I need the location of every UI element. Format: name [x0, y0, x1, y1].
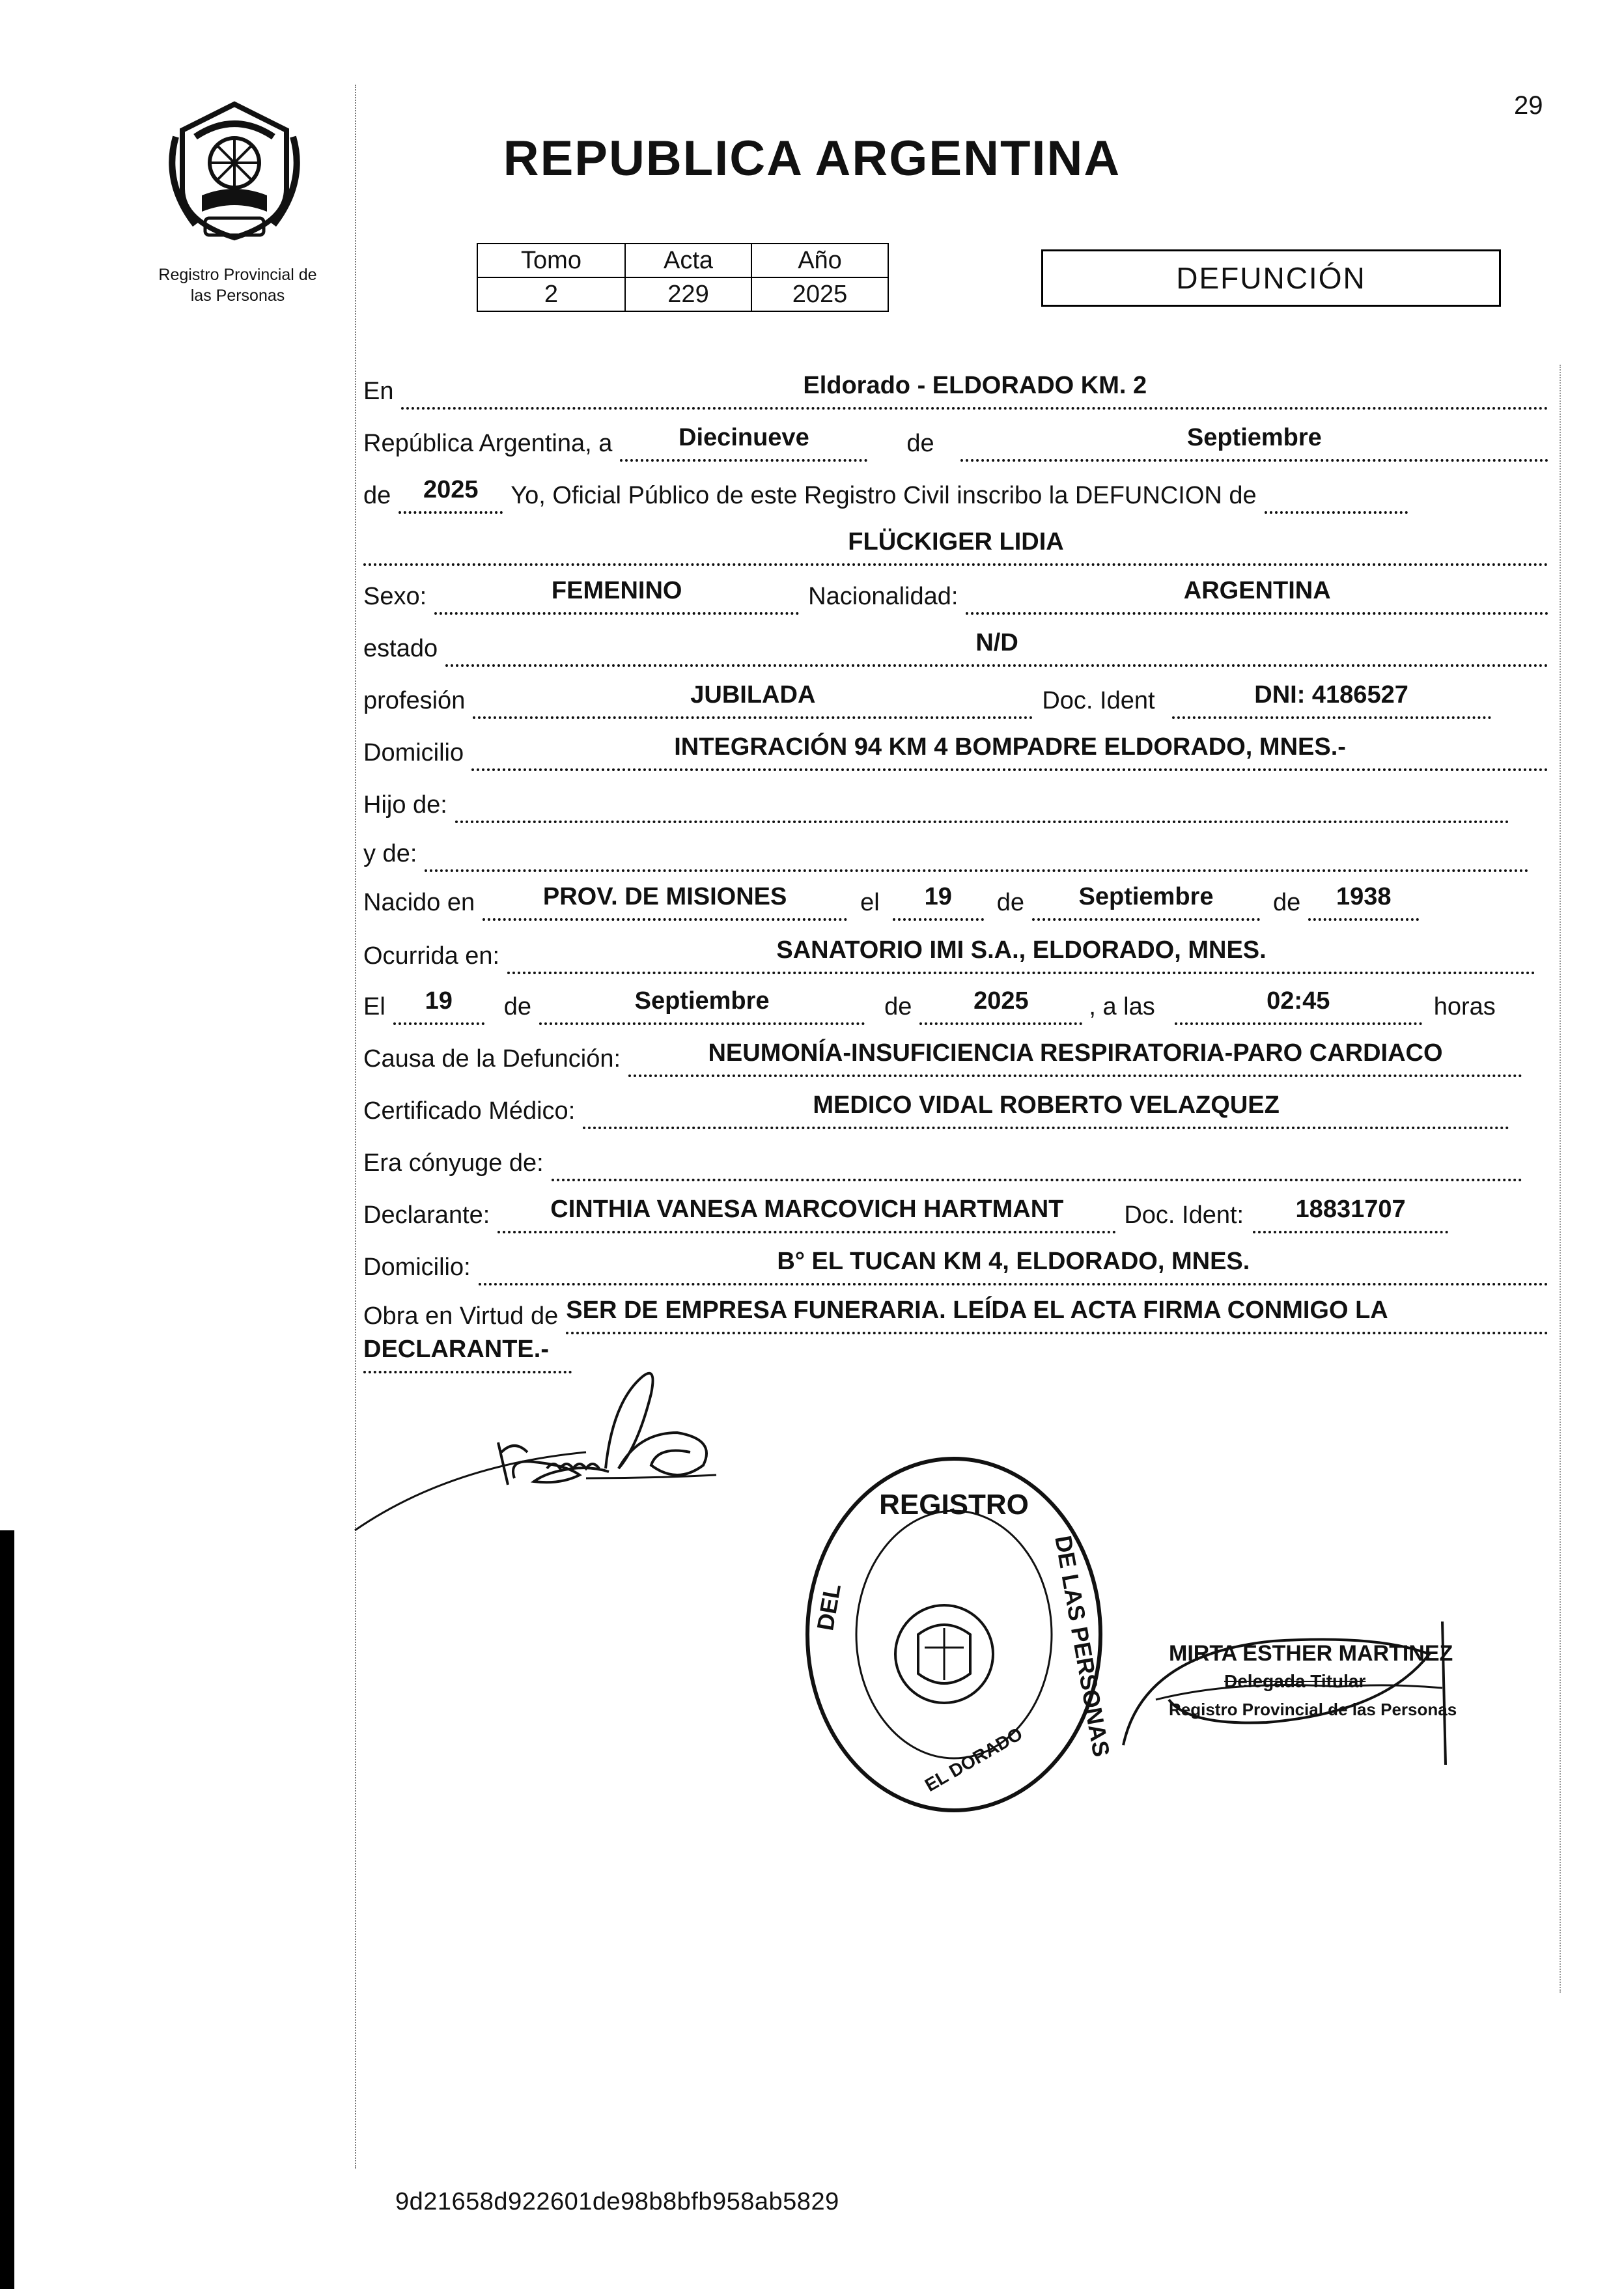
anio-field: 2025: [399, 476, 503, 514]
en-field: Eldorado - ELDORADO KM. 2: [401, 372, 1548, 410]
nac-anio-field: 1938: [1308, 883, 1419, 921]
en-label: En: [363, 378, 394, 405]
acta-table: [477, 243, 889, 312]
row-estado: [363, 625, 1548, 667]
row-fecha-defuncion: [363, 983, 1548, 1025]
row-certificado: [363, 1088, 1548, 1129]
registro-caption: [137, 264, 339, 306]
document-type-box: DEFUNCIÓN: [1041, 249, 1501, 307]
row-obra: [363, 1293, 1548, 1334]
nac-mes-field: Septiembre: [1032, 883, 1260, 921]
def-hora-field: 02:45: [1175, 987, 1422, 1025]
alas-label: , a las: [1089, 993, 1155, 1020]
domicilio-field: INTEGRACIÓN 94 KM 4 BOMPADRE ELDORADO, MNES.-: [471, 733, 1548, 771]
nombre-field: FLÜCKIGER LIDIA: [363, 528, 1548, 566]
registro-seal: [801, 1452, 1115, 1817]
acta-value-row: [477, 277, 888, 311]
yo-tail-field: [1265, 476, 1408, 514]
conyuge-label: Era cónyuge de:: [363, 1149, 544, 1177]
row-nacido: [363, 879, 1548, 921]
nac-de2-label: de: [1272, 889, 1301, 916]
signer-name: MIRTA ESTHER MARTINEZ: [1169, 1641, 1453, 1666]
row-hijo: [363, 781, 1548, 823]
profesion-field: JUBILADA: [473, 681, 1033, 719]
acta-header-row: [477, 244, 888, 277]
row-fecha: [363, 420, 1548, 462]
row-nombre: [363, 524, 1548, 566]
de-label: de: [906, 430, 934, 457]
row-yde: [363, 830, 1548, 872]
nac-dia-field: 19: [893, 883, 984, 921]
nacionalidad-field: ARGENTINA: [966, 577, 1548, 615]
right-margin-rule: [1560, 365, 1561, 1993]
causa-field: NEUMONÍA-INSUFICIENCIA RESPIRATORIA-PARO CARDIACO: [628, 1039, 1522, 1077]
registro-caption-line1: Registro Provincial de: [158, 266, 317, 284]
def-de2-label: de: [884, 993, 912, 1020]
republica-label: República Argentina, a: [363, 430, 613, 457]
row-sexo: [363, 573, 1548, 615]
row-ocurrida: [363, 933, 1548, 974]
acta-value-anio: 2025: [751, 277, 888, 311]
row-en: [363, 368, 1548, 410]
hijo-field: [455, 785, 1509, 823]
acta-header-anio: Año: [751, 244, 888, 277]
de2-label: de: [363, 482, 391, 509]
seal-text-right: DE LAS PERSONAS: [1050, 1533, 1115, 1759]
row-causa: [363, 1035, 1548, 1077]
def-dia-field: 19: [393, 987, 484, 1025]
row-yo: [363, 472, 1548, 514]
page-title: REPUBLICA ARGENTINA: [503, 131, 1121, 186]
scan-edge-bar: [0, 1530, 14, 2289]
seal-text-bottom: EL DORADO: [921, 1723, 1026, 1796]
ocurrida-field: SANATORIO IMI S.A., ELDORADO, MNES.: [507, 936, 1535, 974]
hijo-label: Hijo de:: [363, 791, 447, 819]
left-margin-rule: [355, 85, 356, 2169]
signer-org: Registro Provincial de las Personas: [1169, 1700, 1457, 1719]
el-label: el: [860, 889, 880, 916]
seal-text-left: DEL: [811, 1581, 847, 1633]
estado-field: N/D: [445, 629, 1548, 667]
sexo-label: Sexo:: [363, 583, 427, 610]
decl-doc-label: Doc. Ident:: [1124, 1201, 1244, 1229]
certificado-label: Certificado Médico:: [363, 1097, 576, 1125]
el2-label: El: [363, 993, 385, 1020]
seal-text-top: REGISTRO: [879, 1489, 1029, 1521]
declarante-signature: [352, 1355, 755, 1537]
decl-dom-field: B° EL TUCAN KM 4, ELDORADO, MNES.: [479, 1248, 1548, 1285]
conyuge-field: [552, 1144, 1522, 1181]
horas-label: horas: [1433, 993, 1496, 1020]
page-number: 29: [1514, 91, 1543, 120]
domicilio-label: Domicilio: [363, 739, 464, 766]
row-profesion: [363, 677, 1548, 719]
ocurrida-label: Ocurrida en:: [363, 942, 500, 970]
document-hash: 9d21658d922601de98b8bfb958ab5829: [395, 2188, 839, 2215]
def-mes-field: Septiembre: [539, 987, 865, 1025]
certificado-field: MEDICO VIDAL ROBERTO VELAZQUEZ: [583, 1091, 1509, 1129]
acta-header-acta: Acta: [625, 244, 751, 277]
obra-field-line1: SER DE EMPRESA FUNERARIA. LEÍDA EL ACTA FIRMA CONMIGO LA: [566, 1297, 1548, 1334]
obra-label: Obra en Virtud de: [363, 1302, 559, 1330]
yde-field: [425, 834, 1529, 872]
signer-signature: [1104, 1615, 1468, 1778]
nacionalidad-label: Nacionalidad:: [808, 583, 959, 610]
nacido-label: Nacido en: [363, 889, 475, 916]
row-conyuge: [363, 1140, 1548, 1181]
doc-ident-label: Doc. Ident: [1042, 687, 1155, 714]
yde-label: y de:: [363, 840, 417, 867]
declarante-label: Declarante:: [363, 1201, 490, 1229]
registro-caption-line2: las Personas: [190, 287, 285, 305]
doc-ident-field: DNI: 4186527: [1172, 681, 1491, 719]
nacido-field: PROV. DE MISIONES: [483, 883, 847, 921]
acta-value-acta: 229: [625, 277, 751, 311]
row-decl-domicilio: [363, 1244, 1548, 1285]
profesion-label: profesión: [363, 687, 466, 714]
acta-header-tomo: Tomo: [477, 244, 625, 277]
obra-field-line2: DECLARANTE.-: [363, 1336, 572, 1373]
row-declarante: [363, 1192, 1548, 1233]
signer-role: Delegada Titular: [1224, 1671, 1366, 1691]
sexo-field: FEMENINO: [434, 577, 799, 615]
dia-field: Diecinueve: [620, 424, 867, 462]
declarante-field: CINTHIA VANESA MARCOVICH HARTMANT: [497, 1196, 1116, 1233]
decl-dom-label: Domicilio:: [363, 1254, 471, 1281]
nac-de-label: de: [996, 889, 1024, 916]
estado-label: estado: [363, 635, 438, 662]
mes-field: Septiembre: [960, 424, 1548, 462]
def-anio-field: 2025: [919, 987, 1082, 1025]
acta-value-tomo: 2: [477, 277, 625, 311]
causa-label: Causa de la Defunción:: [363, 1045, 621, 1073]
yo-text: Yo, Oficial Público de este Registro Civil inscribo la DEFUNCION de: [511, 482, 1257, 509]
row-domicilio: [363, 729, 1548, 771]
def-de-label: de: [503, 993, 532, 1020]
decl-doc-field: 18831707: [1253, 1196, 1448, 1233]
